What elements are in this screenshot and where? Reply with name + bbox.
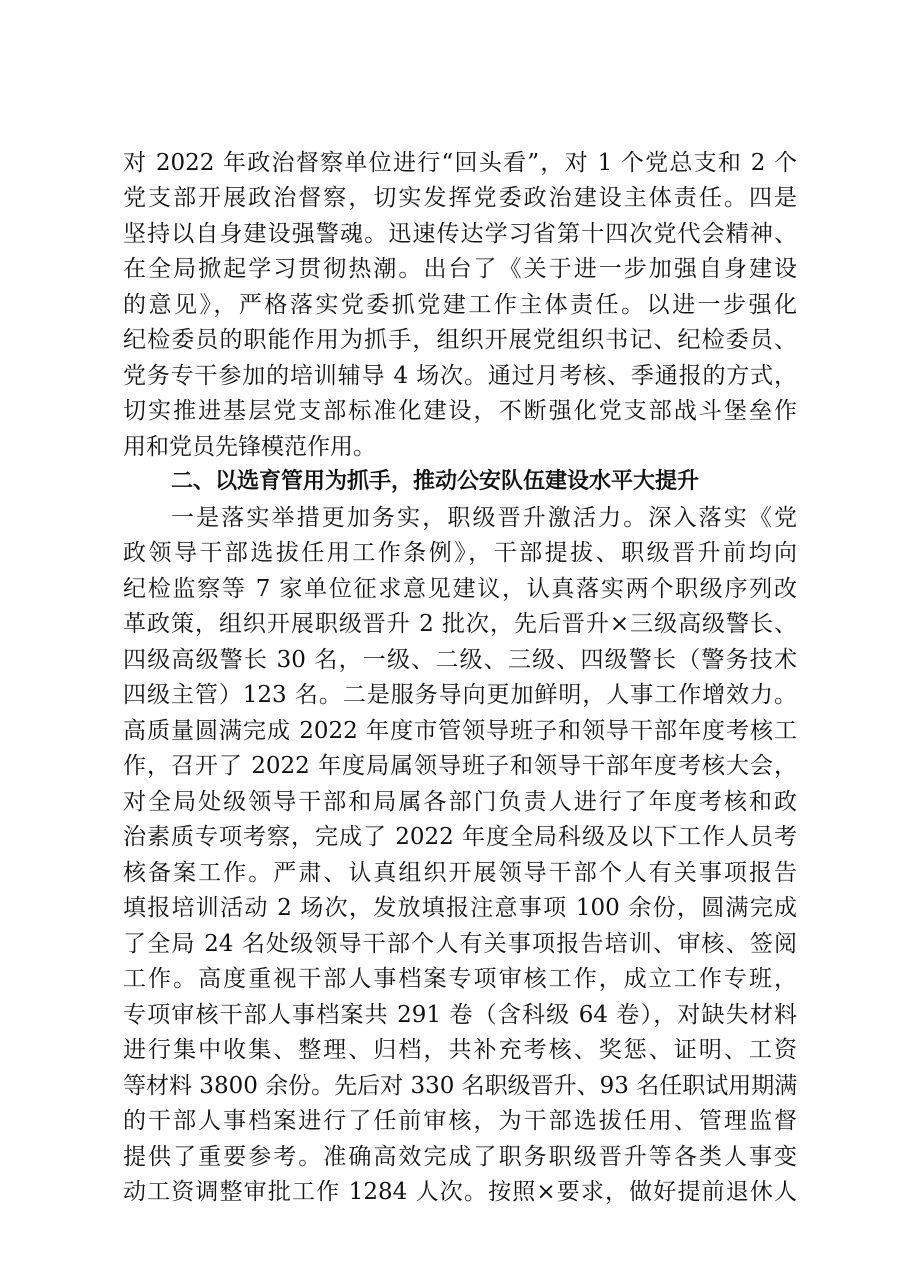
paragraph-line: 的干部人事档案进行了任前审核，为干部选拔任用、管理监督 <box>123 1108 797 1134</box>
paragraph-line: 了全局 24 名处级领导干部个人有关事项报告培训、审核、签阅 <box>123 931 797 957</box>
paragraph-line: 党务专干参加的培训辅导 4 场次。通过月考核、季通报的方式， <box>123 363 797 389</box>
paragraph-line: 政领导干部选拔任用工作条例》，干部提拔、职级晋升前均向 <box>123 540 797 566</box>
paragraph-line: 用和党员先锋模范作用。 <box>123 434 376 460</box>
paragraph-line: 动工资调整审批工作 1284 人次。按照×要求，做好提前退休人 <box>123 1179 797 1205</box>
paragraph-line: 等材料 3800 余份。先后对 330 名职级晋升、93 名任职试用期满 <box>123 1073 798 1099</box>
paragraph-line: 纪检委员的职能作用为抓手，组织开展党组织书记、纪检委员、 <box>123 327 797 353</box>
paragraph-line: 对 2022 年政治督察单位进行“回头看”，对 1 个党总支和 2 个 <box>123 150 797 176</box>
paragraph-line: 一是落实举措更加务实，职级晋升激活力。深入落实《党 <box>171 505 797 531</box>
paragraph-line: 四级高级警长 30 名，一级、二级、三级、四级警长（警务技术 <box>123 647 797 673</box>
paragraph-line: 在全局掀起学习贯彻热潮。出台了《关于进一步加强自身建设 <box>123 256 797 282</box>
paragraph-line: 高质量圆满完成 2022 年度市管领导班子和领导干部年度考核工 <box>123 718 797 744</box>
paragraph-line: 纪检监察等 7 家单位征求意见建议，认真落实两个职级序列改 <box>123 576 797 602</box>
paragraph-line: 核备案工作。严肃、认真组织开展领导干部个人有关事项报告 <box>123 860 797 886</box>
paragraph-line: 党支部开展政治督察，切实发挥党委政治建设主体责任。四是 <box>123 185 797 211</box>
paragraph-line: 治素质专项考察，完成了 2022 年度全局科级及以下工作人员考 <box>123 824 797 850</box>
paragraph-line: 工作。高度重视干部人事档案专项审核工作，成立工作专班， <box>123 966 797 992</box>
paragraph-line: 对全局处级领导干部和局属各部门负责人进行了年度考核和政 <box>123 789 797 815</box>
paragraph-line: 填报培训活动 2 场次，发放填报注意事项 100 余份，圆满完成 <box>123 895 797 921</box>
paragraph-line: 作，召开了 2022 年度局属领导班子和领导干部年度考核大会， <box>123 753 797 779</box>
paragraph-line: 的意见》，严格落实党委抓党建工作主体责任。以进一步强化 <box>123 292 797 318</box>
section-heading: 二、以选育管用为抓手，推动公安队伍建设水平大提升 <box>171 469 700 494</box>
paragraph-line: 切实推进基层党支部标准化建设，不断强化党支部战斗堡垒作 <box>123 398 797 424</box>
paragraph-line: 进行集中收集、整理、归档，共补充考核、奖惩、证明、工资 <box>123 1037 797 1063</box>
paragraph-line: 专项审核干部人事档案共 291 卷（含科级 64 卷），对缺失材料 <box>123 1002 797 1028</box>
paragraph-line: 革政策，组织开展职级晋升 2 批次，先后晋升×三级高级警长、 <box>123 611 797 637</box>
paragraph-line: 提供了重要参考。准确高效完成了职务职级晋升等各类人事变 <box>123 1144 797 1170</box>
paragraph-line: 四级主管）123 名。二是服务导向更加鲜明，人事工作增效力。 <box>123 682 797 708</box>
paragraph-line: 坚持以自身建设强警魂。迅速传达学习省第十四次党代会精神、 <box>123 221 797 247</box>
